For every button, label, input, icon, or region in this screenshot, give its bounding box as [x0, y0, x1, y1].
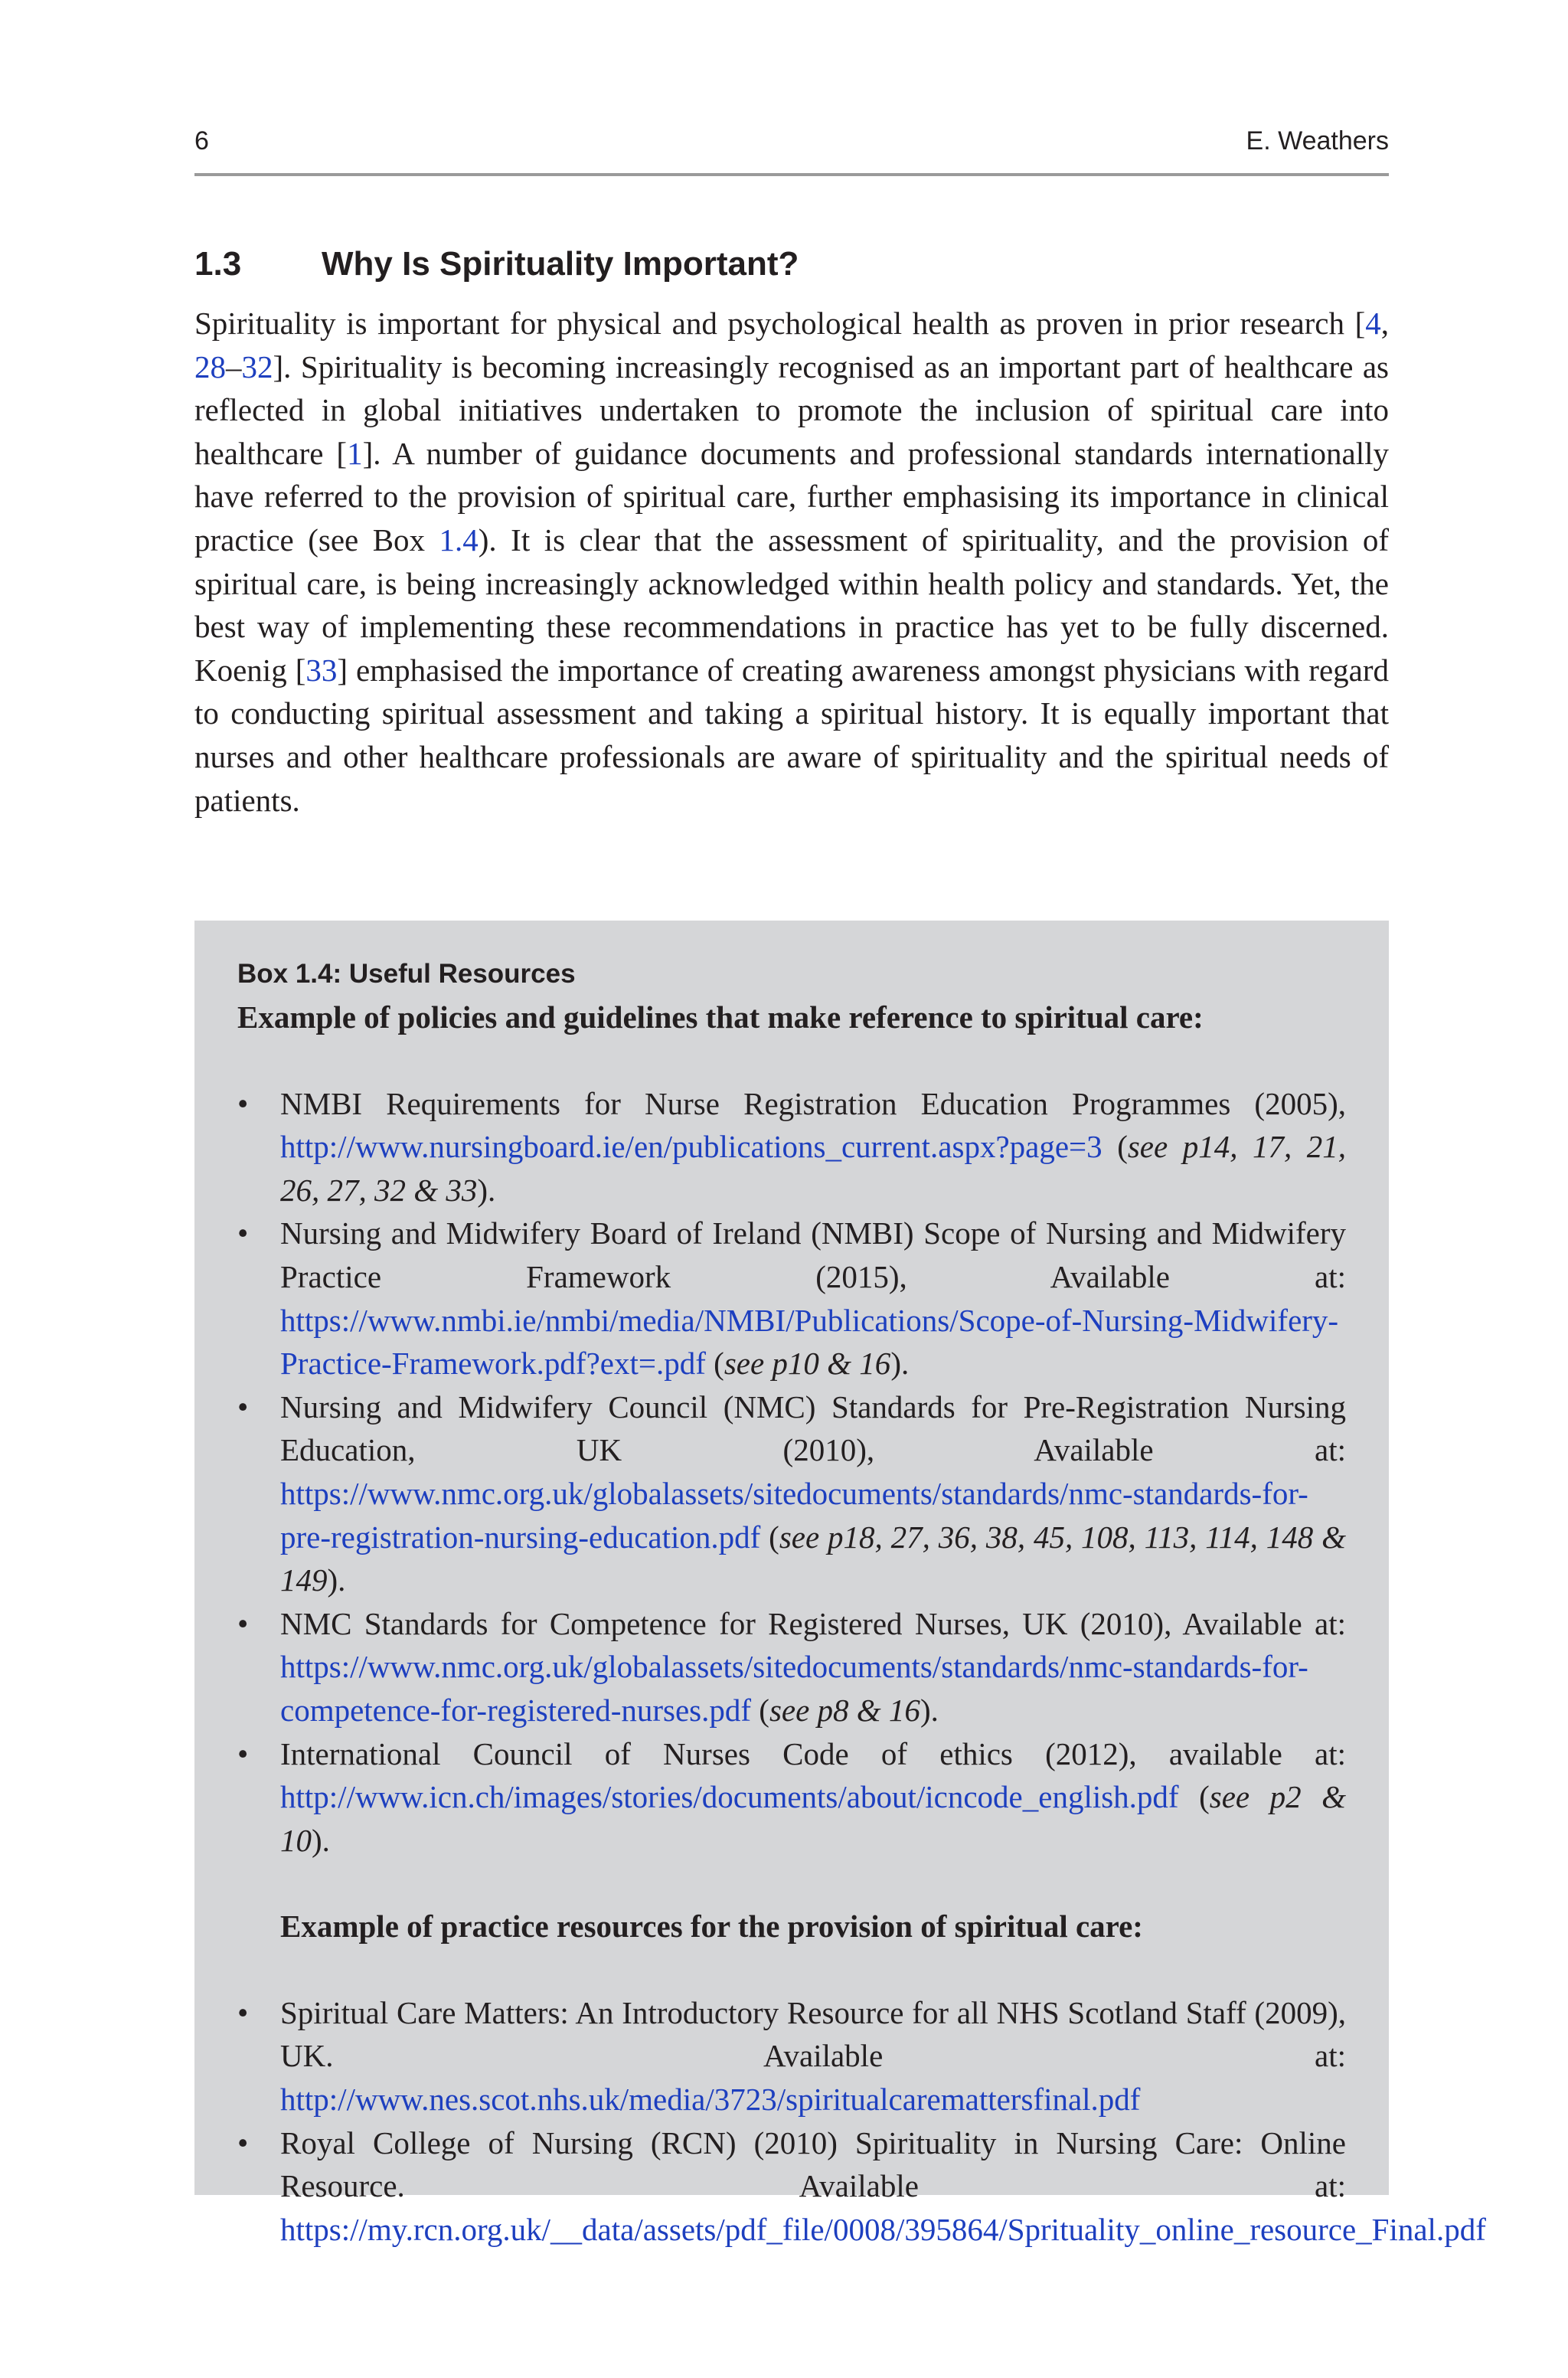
list-item [237, 1212, 1346, 1385]
bullet-icon: • [237, 1389, 249, 1425]
list-item [237, 2121, 1486, 2252]
running-head-author: E. Weathers [1246, 126, 1389, 155]
resource-link[interactable]: http://www.icn.ch/images/stories/documents/about/icncode_english.pdf [280, 1779, 1179, 1815]
item-text: International Council of Nurses Code of ethics (2012), available at: [280, 1735, 1346, 1771]
citation-link[interactable]: 1 [347, 435, 363, 471]
resource-link[interactable]: https://www.nmbi.ie/nmbi/media/NMBI/Publications/Scope-of-Nursing-Midwifery-Practice-Framework.pdf?ext=.pdf [280, 1302, 1339, 1382]
item-text: ). [327, 1562, 346, 1598]
list-item [237, 1732, 1346, 1863]
paragraph-run: ] emphasised the importance of creating awareness amongst physicians with regard to conducting spiritual assessment and taking a spiritual history. It is equally important that nurses and other healthcare professionals are aware of spirituality and the spiritual needs of patients. [194, 652, 1390, 818]
page-header [194, 121, 1389, 161]
page-number: 6 [194, 126, 209, 155]
bullet-icon: • [237, 2124, 249, 2160]
item-text: Nursing and Midwifery Council (NMC) Standards for Pre-Registration Nursing Education, UK (2010), Available at: [280, 1389, 1346, 1468]
bullet-icon: • [237, 1735, 249, 1771]
section-title: Why Is Spirituality Important? [322, 244, 799, 283]
box-reference-link[interactable]: 1.4 [439, 522, 479, 558]
paragraph-run: ). It is clear that the assessment of spirituality, and the provision of spiritual care, is being increasingly acknowledged within health policy and standards. Yet, the best way of implementing these recommendations in practice has yet to be fully discerned. Koenig [ [194, 522, 1389, 688]
list-item [237, 1082, 1346, 1212]
bullet-icon: • [237, 1994, 249, 2030]
bullet-icon: • [237, 1215, 249, 1251]
header-rule [194, 173, 1389, 176]
paragraph-run: ]. Spirituality is becoming increasingly recognised as an important part of healthcare as reflected in global initiatives undertaken to promote the inclusion of spiritual care into healthcare [ [194, 348, 1389, 471]
resources-box-content [237, 953, 1486, 2251]
page-note: see p2 & 10 [280, 1779, 1346, 1858]
citation-link[interactable]: 4 [1365, 306, 1381, 341]
policies-list [237, 1082, 1346, 1863]
section-number: 1.3 [194, 244, 242, 283]
list-item [237, 1385, 1346, 1602]
item-text: ). [890, 1346, 910, 1382]
item-text: ). [312, 1822, 330, 1858]
item-text: Nursing and Midwifery Board of Ireland (NMBI) Scope of Nursing and Midwifery Practice Framework (2015), Available at: [280, 1215, 1346, 1294]
item-text: Royal College of Nursing (RCN) (2010) Spirituality in Nursing Care: Online Resource. Available at: [280, 2124, 1346, 2204]
list-item [237, 1602, 1346, 1732]
citation-link[interactable]: 33 [305, 652, 338, 688]
paragraph-run: Spirituality is important for physical and psychological health as proven in prior research [ [194, 306, 1366, 341]
practice-list [237, 1991, 1486, 2252]
paragraph-run: – [226, 348, 242, 384]
box-title: Box 1.4: Useful Resources [237, 959, 576, 989]
item-text: Spiritual Care Matters: An Introductory Resource for all NHS Scotland Staff (2009), UK. Available at: [280, 1994, 1346, 2074]
item-text: ( [760, 1519, 779, 1555]
item-text: ). [477, 1172, 496, 1208]
item-text: NMBI Requirements for Nurse Registration Education Programmes (2005), [280, 1085, 1346, 1121]
resource-link[interactable]: https://www.nmc.org.uk/globalassets/sitedocuments/standards/nmc-standards-for-competence-for-registered-nurses.pdf [280, 1649, 1308, 1728]
item-text: ( [1178, 1779, 1210, 1815]
paragraph-run: , [1380, 306, 1389, 341]
bullet-icon: • [237, 1605, 249, 1641]
resource-link[interactable]: https://www.nmc.org.uk/globalassets/sitedocuments/standards/nmc-standards-for-pre-registration-nursing-education.pdf [280, 1475, 1308, 1555]
resources-box [194, 921, 1486, 2247]
item-text: ( [1102, 1129, 1128, 1165]
practice-subheading: Example of practice resources for the provision of spiritual care: [280, 1909, 1143, 1945]
resource-link[interactable]: http://www.nursingboard.ie/en/publications_current.aspx?page=3 [280, 1129, 1102, 1165]
paragraph-run: ]. A number of guidance documents and professional standards internationally have referred to the provision of spiritual care, further emphasising its importance in clinical practice (see Box [194, 435, 1390, 558]
resource-link[interactable]: http://www.nes.scot.nhs.uk/media/3723/spiritualcaremattersfinal.pdf [280, 2082, 1141, 2118]
page-note: see p14, 17, 21, 26, 27, 32 & 33 [280, 1129, 1346, 1208]
citation-link[interactable]: 32 [241, 348, 273, 384]
policies-subheading: Example of policies and guidelines that make reference to spiritual care: [237, 999, 1204, 1035]
list-item [237, 1991, 1346, 2121]
paragraph-text [194, 302, 1389, 822]
page-note: see p10 & 16 [724, 1346, 891, 1382]
bullet-icon: • [237, 1085, 249, 1121]
page-note: see p18, 27, 36, 38, 45, 108, 113, 114, 148 & 149 [280, 1519, 1347, 1598]
resource-link[interactable]: https://my.rcn.org.uk/__data/assets/pdf_file/0008/395864/Sprituality_online_resource_Final.pdf [280, 2211, 1486, 2247]
citation-link[interactable]: 28 [194, 348, 226, 384]
item-text: ( [751, 1692, 769, 1728]
body-paragraph [194, 302, 1389, 822]
item-text: ( [705, 1346, 724, 1382]
page-note: see p8 & 16 [769, 1692, 920, 1728]
item-text: NMC Standards for Competence for Registered Nurses, UK (2010), Available at: [280, 1605, 1346, 1641]
item-text: ). [920, 1692, 939, 1728]
